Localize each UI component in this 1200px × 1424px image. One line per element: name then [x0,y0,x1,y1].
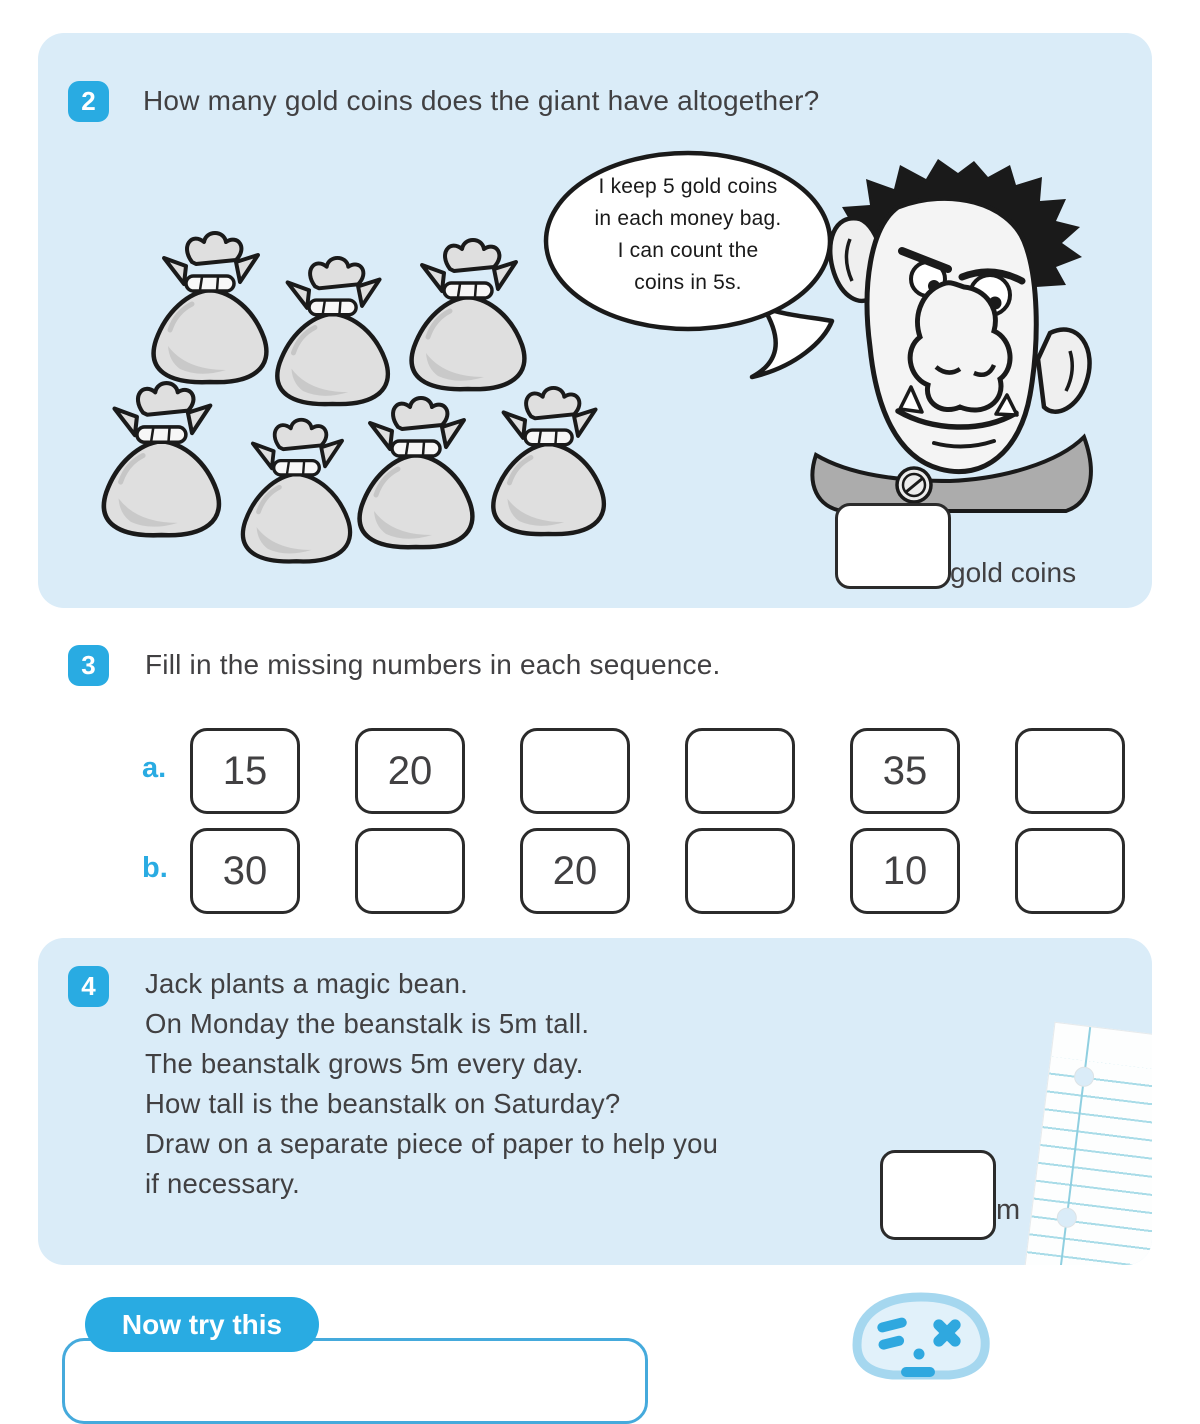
question4-number-badge: 4 [68,966,109,1007]
sequence-row-b [190,828,1125,914]
sequence-box-a5[interactable]: 35 [850,728,960,814]
speech-bubble-text: I keep 5 gold coins in each money bag. I can count the coins in 5s. [594,175,782,294]
q4-answer-unit: m [996,1194,1021,1226]
sequence-box-b5[interactable]: 10 [850,828,960,914]
notebook-paper-illustration [1023,1022,1152,1265]
sequence-box-b2[interactable] [355,828,465,914]
q4-answer-box[interactable] [880,1150,996,1240]
sequence-box-a2[interactable]: 20 [355,728,465,814]
question4-panel [38,938,1152,1265]
sequence-row-a-label: a. [142,752,167,784]
question3-number-badge: 3 [68,645,109,686]
now-try-this-heading: Now try this [85,1297,319,1352]
sequence-box-a4[interactable] [685,728,795,814]
sequence-box-b4[interactable] [685,828,795,914]
sequence-row-b-label: b. [142,852,168,884]
sequence-box-a6[interactable] [1015,728,1125,814]
sequence-box-a1[interactable]: 15 [190,728,300,814]
q2-answer-box[interactable] [835,503,951,589]
sequence-box-b6[interactable] [1015,828,1125,914]
q2-answer-label: gold coins [950,557,1077,588]
question2-number-badge: 2 [68,81,109,122]
sequence-row-a [190,728,1125,814]
question4-text: Jack plants a magic bean. On Monday the beanstalk is 5m tall. The beanstalk grows 5m every day. How tall is the beanstalk on Saturday? Draw on a separate piece of paper to help you if necessary. [145,968,719,1199]
question2-panel [38,33,1152,608]
question2-text: How many gold coins does the giant have altogether? [143,85,820,116]
question3-text: Fill in the missing numbers in each sequence. [145,649,721,680]
notebook-paper-lines [1024,1057,1152,1265]
speech-bubble [538,145,848,385]
sequence-box-b3[interactable]: 20 [520,828,630,914]
sequence-box-a3[interactable] [520,728,630,814]
calculator-mascot-icon [845,1287,997,1382]
sequence-box-b1[interactable]: 30 [190,828,300,914]
